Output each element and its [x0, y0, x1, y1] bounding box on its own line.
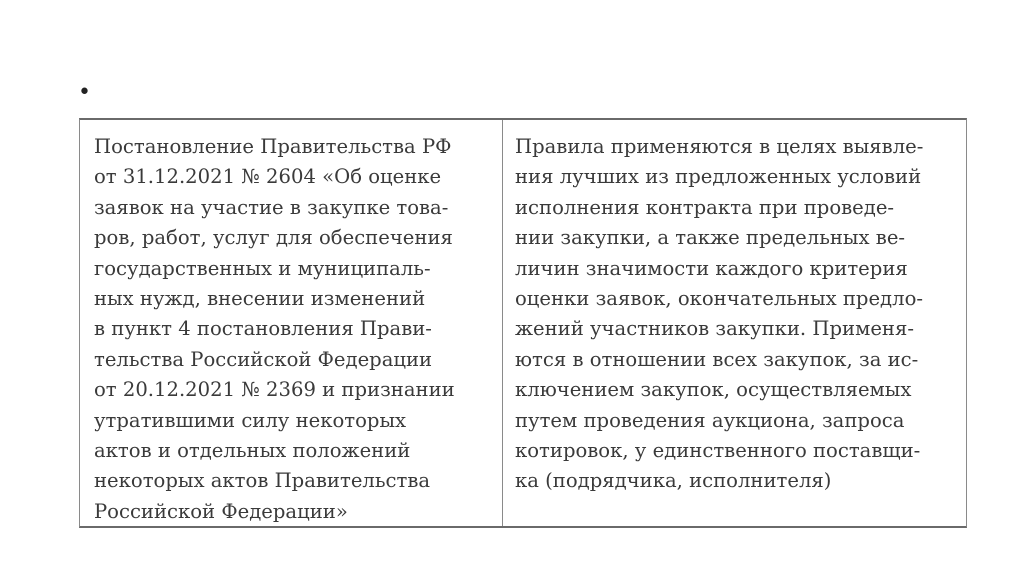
description-text-line: нии закупки, а также предельных ве- [515, 226, 906, 250]
regulation-text-line: некоторых актов Правительства [94, 469, 431, 493]
regulation-text-line: ров, работ, услуг для обеспечения [94, 226, 453, 250]
regulation-text-line: в пункт 4 постановления Прави- [94, 317, 432, 341]
regulation-text-line: ных нужд, внесении изменений [94, 287, 426, 311]
description-text-line: Правила применяются в целях выявле- [515, 135, 924, 158]
regulation-text-line: государственных и муниципаль- [94, 256, 431, 280]
description-text-line: оценки заявок, окончательных предло- [515, 287, 923, 311]
regulation-text-line: тельства Российской Федерации [94, 347, 433, 371]
description-text-line: ка (подрядчика, исполнителя) [515, 469, 832, 493]
description-text-line: жений участников закупки. Применя- [515, 317, 914, 341]
description-text-line: личин значимости каждого критерия [515, 256, 908, 280]
description-text-line: исполнения контракта при проведе- [515, 195, 895, 219]
description-text-line: ния лучших из предложенных условий [515, 165, 922, 189]
description-text-line: ключением закупок, осуществляемых [515, 378, 912, 402]
regulation-text-line: актов и отдельных положений [94, 439, 411, 463]
regulation-text-line: от 31.12.2021 № 2604 «Об оценке [94, 165, 442, 189]
description-text-line: путем проведения аукциона, запроса [515, 408, 905, 432]
description-text-line: ются в отношении всех закупок, за ис- [515, 347, 919, 371]
table-cell-description [503, 120, 966, 526]
table-cell-regulation [80, 120, 503, 526]
document-table [79, 118, 967, 528]
description-text-line: котировок, у единственного поставщи- [515, 439, 921, 463]
bullet-marker: • [78, 80, 91, 105]
regulation-text-line: заявок на участие в закупке това- [94, 195, 449, 219]
regulation-text-line: Российской Федерации» [94, 499, 348, 523]
regulation-text-line: Постановление Правительства РФ [94, 135, 452, 158]
regulation-text-line: от 20.12.2021 № 2369 и признании [94, 378, 455, 402]
regulation-text-line: утратившими силу некоторых [94, 408, 407, 432]
